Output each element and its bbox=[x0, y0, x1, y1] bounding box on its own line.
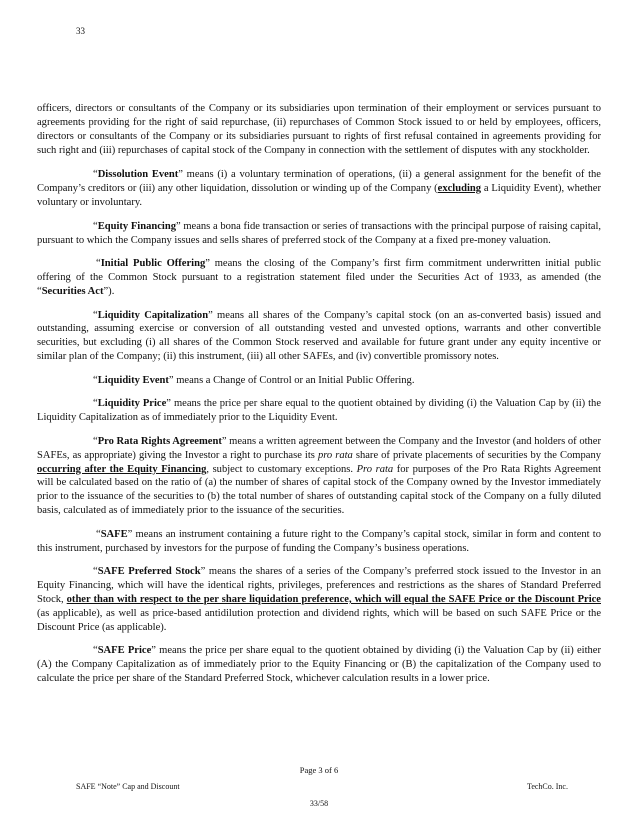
footer-company: TechCo. Inc. bbox=[527, 782, 568, 791]
definition-safe-preferred-stock: “SAFE Preferred Stock” means the shares of a series of the Company’s preferred stock issued to the Investor in an Equity Financing, which will have the identical rights, privileges, preferences and restrictions as the shares of Standard Preferred Stock, other than with respect to the per share liquidation preference, which will equal the SAFE Price or the Discount Price (as applicable), as well as price-based antidilution protection and dividend rights, which will be based on such SAFE Price or the Discount Price (as applicable). bbox=[37, 566, 602, 633]
defined-term: Equity Financing bbox=[97, 220, 176, 232]
defined-term: SAFE Preferred Stock bbox=[97, 566, 201, 578]
emphasis-underlined: other than with respect to the per share liquidation preference, which will equal the SAFE Price or the Discount Price bbox=[66, 593, 601, 605]
footer-document-title: SAFE “Note” Cap and Discount bbox=[76, 782, 180, 791]
definition-safe: “SAFE” means an instrument containing a future right to the Company’s capital stock, similar in form and content to this instrument, purchased by investors for the purpose of funding the Company’s business operations. bbox=[37, 528, 601, 554]
paragraph-continuation: officers, directors or consultants of the Company or its subsidiaries upon termination of their employment or services pursuant to agreements providing for the right of said repurchase, (ii) repurchases of Common Stock issued to or held by employees, officers, directors or consultants of the Company or its subsidiaries pursuant to rights of first refusal contained in agreements providing for such right and (iii) repurchases of capital stock of the Company in connection with the settlement of disputes with any stockholder. bbox=[37, 103, 601, 156]
definition-initial-public-offering: “Initial Public Offering” means the closing of the Company’s first firm commitment underwritten initial public offering of the Common Stock pursuant to a registration statement filed under the Securities Act of 1933, as amended (the “Securities Act”). bbox=[37, 258, 601, 297]
definition-safe-price: “SAFE Price” means the price per share equal to the quotient obtained by dividing (i) the Valuation Cap by (ii) either (A) the Company Capitalization as of immediately prior to the Equity Financing or (B) the capitalization of the Company used to calculate the price per share of the Standard Preferred Stock, whichever calculation results in a lower price. bbox=[37, 645, 602, 684]
defined-term: Securities Act bbox=[41, 285, 104, 297]
page-number: 33 bbox=[76, 26, 85, 36]
definition-liquidity-event: “Liquidity Event” means a Change of Control or an Initial Public Offering. bbox=[93, 374, 415, 386]
defined-term: Dissolution Event bbox=[97, 169, 179, 181]
definition-dissolution-event: “Dissolution Event” means (i) a voluntary termination of operations, (ii) a general assignment for the benefit of the Company’s creditors or (iii) any other liquidation, dissolution or winding up of the Company (excluding a Liquidity Event), whether voluntary or involuntary. bbox=[37, 169, 601, 209]
definition-liquidity-price: “Liquidity Price” means the price per share equal to the quotient obtained by dividing (i) the Valuation Cap by (ii) the Liquidity Capitalization as of immediately prior to the Liquidity Event. bbox=[37, 398, 602, 424]
defined-term: Liquidity Capitalization bbox=[97, 309, 209, 321]
footer-page-of: Page 3 of 6 bbox=[299, 765, 339, 775]
defined-term: Pro Rata Rights Agreement bbox=[97, 435, 222, 447]
defined-term: Liquidity Event bbox=[97, 374, 169, 386]
definition-equity-financing: “Equity Financing” means a bona fide transaction or series of transactions with the principal purpose of raising capital, pursuant to which the Company issues and sells shares of preferred stock of the Company at a fixed pre-money valuation. bbox=[37, 220, 602, 246]
definition-liquidity-capitalization: “Liquidity Capitalization” means all shares of the Company’s capital stock (on an as-converted basis) issued and outstanding, assuming exercise or conversion of all outstanding vested and unvested options, warrants and other convertible securities, but excluding (i) all shares of the Common Stock reserved and available for future grant under any equity incentive or similar plan of the Company; (ii) this instrument, (iii) all other SAFEs, and (iv) convertible promissory notes. bbox=[37, 309, 602, 363]
document-body bbox=[37, 102, 601, 696]
definition-pro-rata-rights-agreement: “Pro Rata Rights Agreement” means a written agreement between the Company and the Investor (and holders of other SAFEs, as appropriate) giving the Investor a right to purchase its pro rata share of private placements of securities by the Company occurring after the Equity Financing, subject to customary exceptions. Pro rata for purposes of the Pro Rata Rights Agreement will be calculated based on the ratio of (a) the number of shares of capital stock of the Company owned by the Investor immediately prior to the issuance of the securities to (b) the total number of shares of outstanding capital stock of the Company on a fully diluted basis, calculated as of immediately prior to the issuance of the securities. bbox=[37, 435, 602, 517]
defined-term: SAFE bbox=[100, 528, 128, 540]
emphasis-underlined: occurring after the Equity Financing bbox=[37, 463, 207, 475]
defined-term: SAFE Price bbox=[97, 645, 152, 657]
defined-term: Initial Public Offering bbox=[100, 258, 206, 270]
footer-slide-count: 33/58 bbox=[309, 799, 329, 808]
defined-term: Liquidity Price bbox=[97, 398, 167, 410]
emphasis-underlined: excluding bbox=[437, 183, 482, 195]
